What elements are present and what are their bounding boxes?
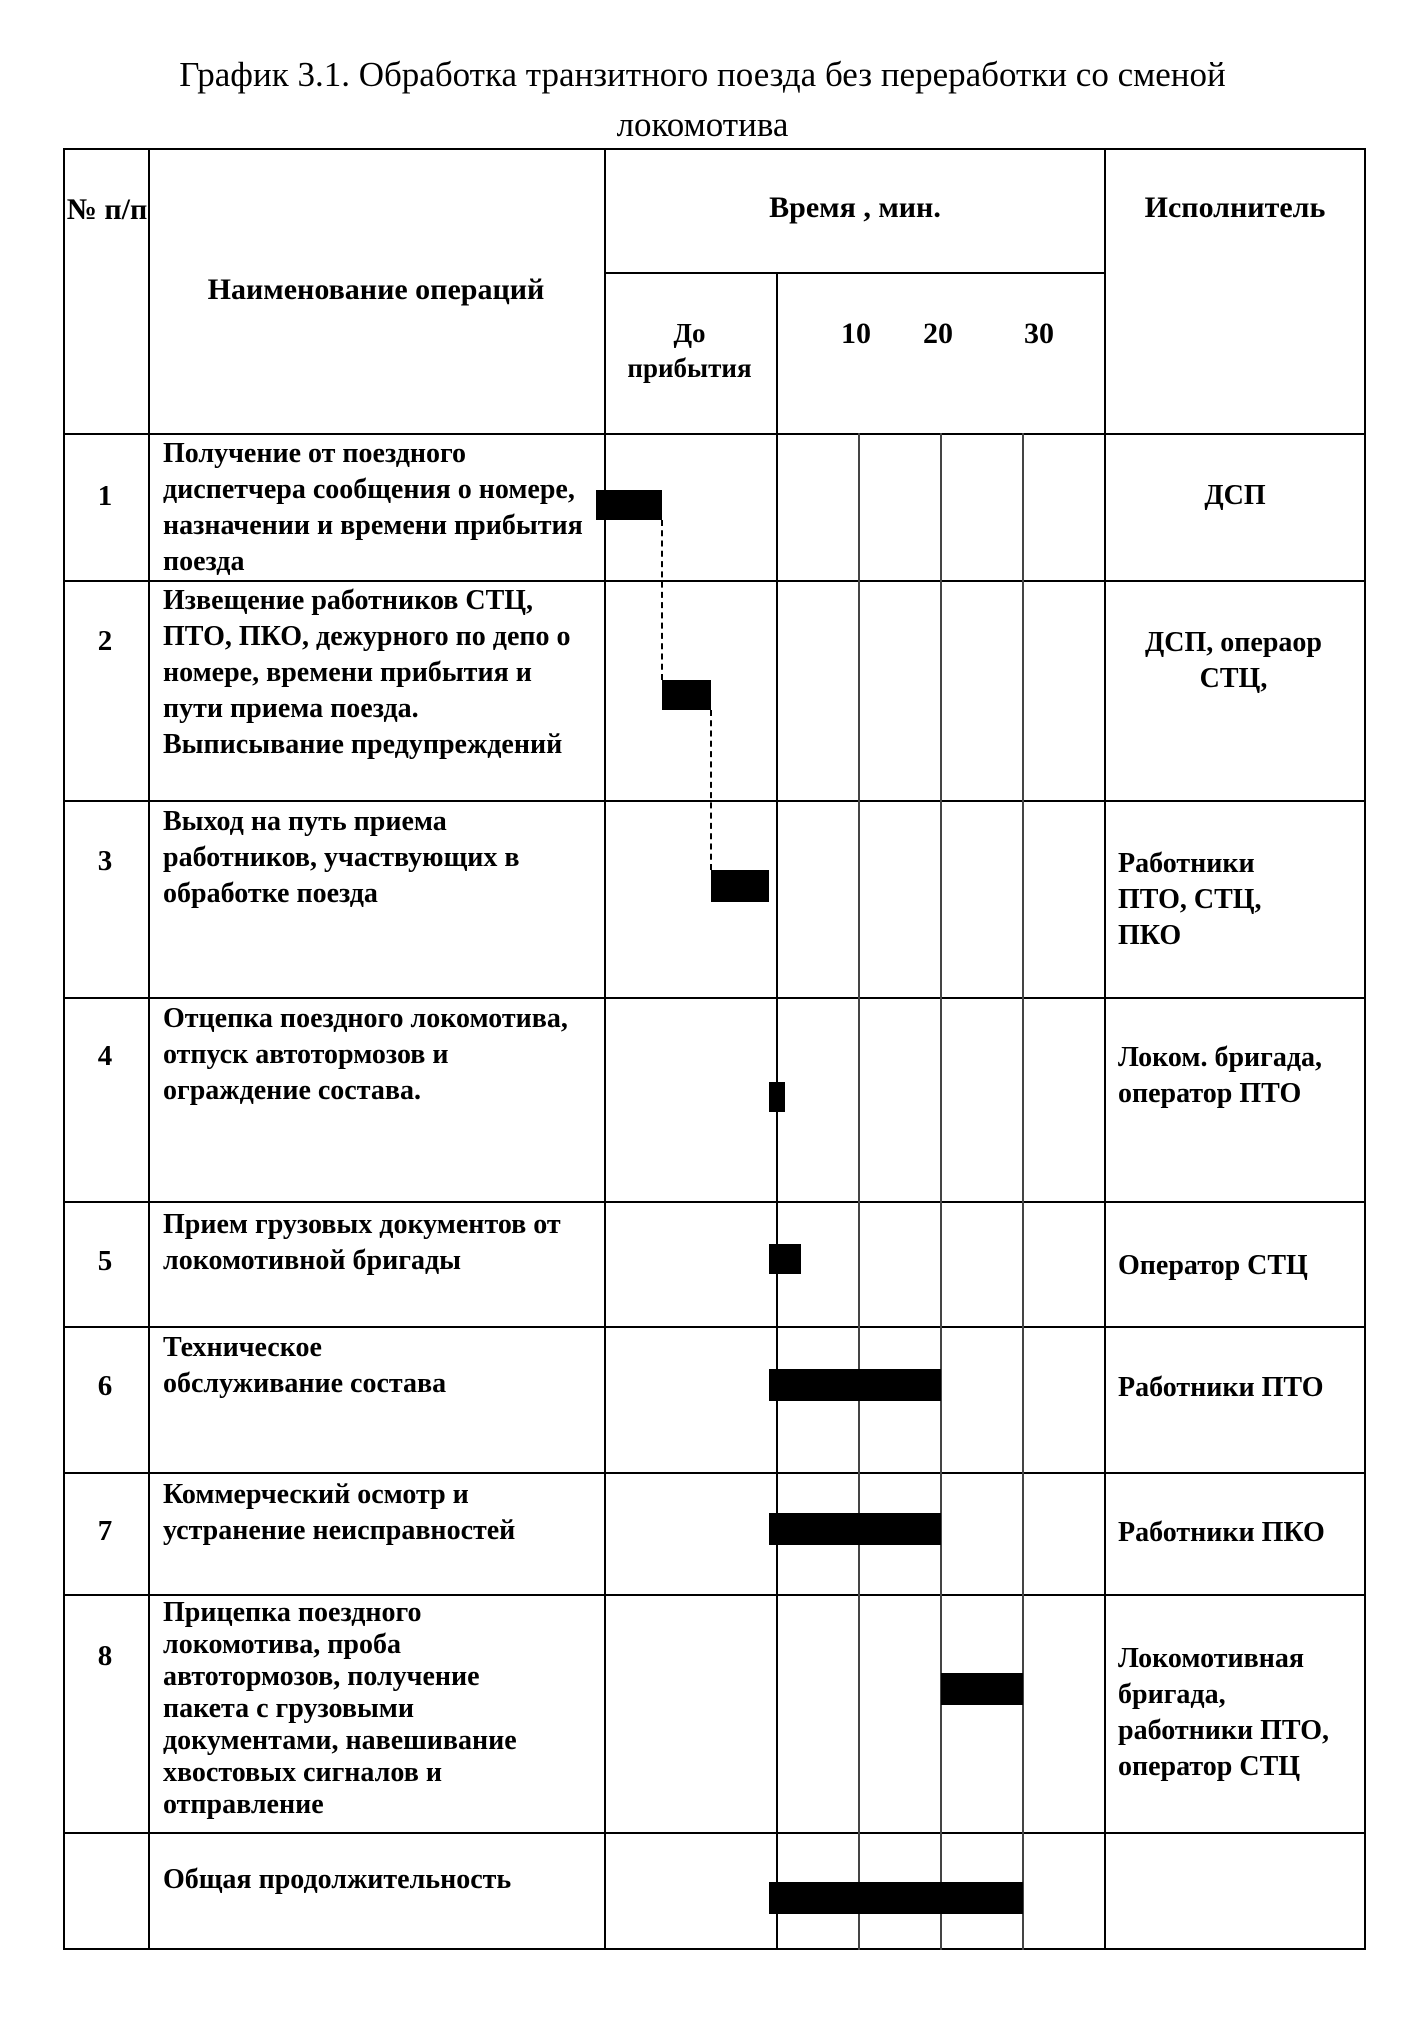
row-8-executor: Локомотивная бригада, работники ПТО, оператор СТЦ xyxy=(1118,1643,1329,1782)
document-title-line2: локомотива xyxy=(616,105,789,144)
gantt-bar-5 xyxy=(769,1244,802,1274)
row-3-num: 3 xyxy=(97,845,113,877)
row-2-executor: ДСП, операор СТЦ, xyxy=(1145,627,1322,694)
header-operation: Наименование операций xyxy=(207,273,545,306)
gantt-bar-4 xyxy=(769,1082,785,1112)
row-4-operation: Отцепка поездного локомотива, отпуск автотормозов и ограждение состава. xyxy=(163,1003,568,1106)
gantt-bar-8 xyxy=(941,1673,1023,1705)
header-num: № п/п xyxy=(66,193,148,226)
row-5-num: 5 xyxy=(97,1245,113,1277)
gantt-bar-6 xyxy=(769,1369,941,1401)
tick-label: 20 xyxy=(923,317,953,350)
row-5-executor: Оператор СТЦ xyxy=(1118,1250,1308,1281)
row-7-executor: Работники ПКО xyxy=(1118,1517,1325,1548)
row-4-num: 4 xyxy=(97,1040,113,1072)
gantt-bar-3 xyxy=(711,870,768,902)
gantt-bar-total xyxy=(769,1882,1023,1914)
tick-label: 10 xyxy=(841,317,871,350)
row-1-num: 1 xyxy=(97,480,113,512)
header-before-arrival: До прибытия xyxy=(627,318,752,383)
row-1-executor: ДСП xyxy=(1204,480,1266,511)
header-time: Время , мин. xyxy=(769,191,941,224)
document-title-line1: График 3.1. Обработка транзитного поезда без переработки со сменой xyxy=(179,55,1226,94)
row-8-operation: Прицепка поездного локомотива, проба автотормозов, получение пакета с грузовыми документами, навешивание хвостовых сигналов и отправление xyxy=(163,1597,517,1820)
header-executor: Исполнитель xyxy=(1144,191,1326,224)
row-2-num: 2 xyxy=(97,625,113,657)
gantt-bar-2 xyxy=(662,680,711,710)
row-5-operation: Прием грузовых документов от локомотивной бригады xyxy=(163,1209,561,1276)
row-6-executor: Работники ПТО xyxy=(1118,1372,1324,1403)
gantt-bar-7 xyxy=(769,1513,941,1545)
row-7-operation: Коммерческий осмотр и устранение неисправностей xyxy=(163,1479,516,1546)
row-6-num: 6 xyxy=(97,1370,113,1402)
row-1-operation: Получение от поездного диспетчера сообщения о номере, назначении и времени прибытия поезда xyxy=(163,438,583,577)
connector-dashed-line xyxy=(710,710,712,870)
row-3-executor: Работники ПТО, СТЦ, ПКО xyxy=(1118,848,1262,951)
gantt-bar-1 xyxy=(596,490,662,520)
row-2-operation: Извещение работников СТЦ, ПТО, ПКО, дежурного по депо о номере, времени прибытия и пути приема поезда. Выписывание предупреждений xyxy=(163,585,571,760)
row-7-num: 7 xyxy=(97,1515,113,1547)
tick-label: 30 xyxy=(1024,317,1054,350)
total-operation: Общая продолжительность xyxy=(163,1864,512,1895)
row-3-operation: Выход на путь приема работников, участвующих в обработке поезда xyxy=(163,806,520,909)
row-6-operation: Техническое обслуживание состава xyxy=(163,1332,447,1399)
row-4-executor: Локом. бригада, оператор ПТО xyxy=(1118,1042,1323,1109)
connector-dashed-line xyxy=(661,520,663,680)
row-8-num: 8 xyxy=(97,1640,113,1672)
